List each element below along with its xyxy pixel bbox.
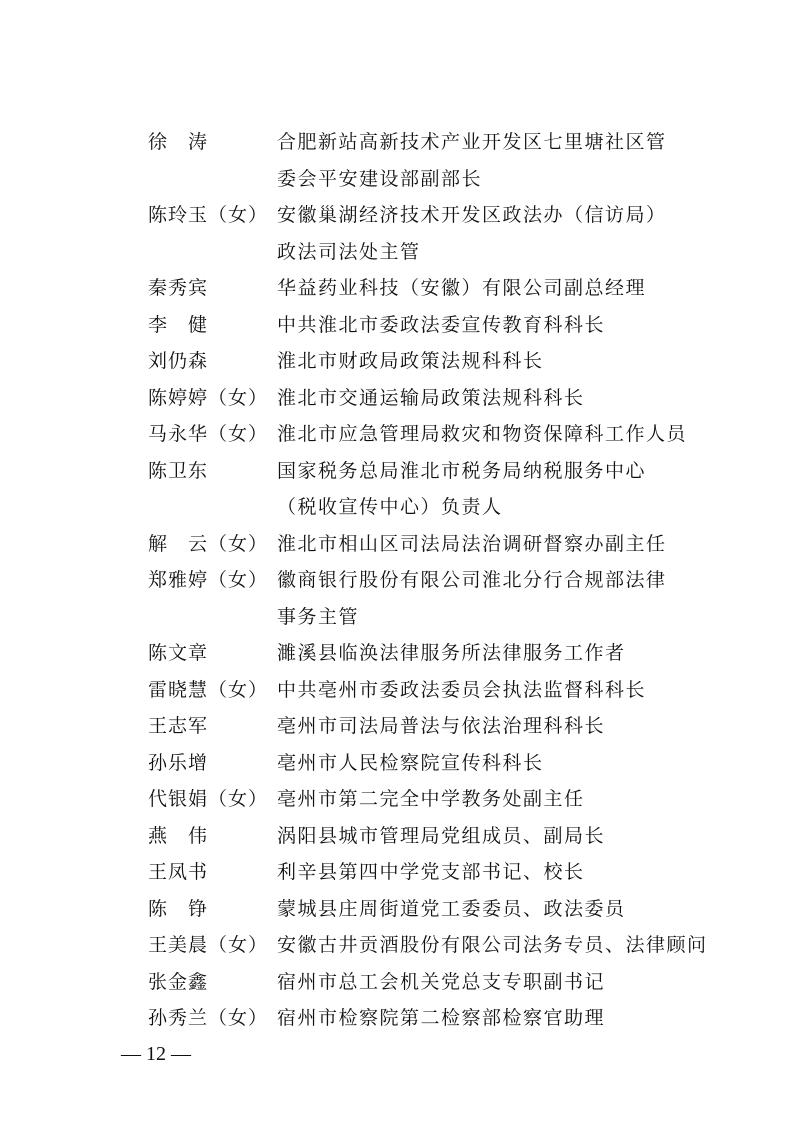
list-item <box>0 124 793 161</box>
list-item <box>0 927 793 964</box>
person-title: 事务主管 <box>277 605 360 628</box>
person-title: 亳州市第二完全中学教务处副主任 <box>277 788 585 810</box>
person-title: 淮北市财政局政策法规科科长 <box>277 350 544 372</box>
list-item <box>0 891 793 928</box>
list-item <box>0 1000 793 1037</box>
list-item <box>0 672 793 709</box>
person-title: 淮北市应急管理局救灾和物资保障科工作人员 <box>277 423 688 445</box>
person-name: 王凤书 <box>148 861 209 883</box>
person-title: 国家税务总局淮北市税务局纳税服务中心 <box>277 459 647 482</box>
person-title: （税收宣传中心）负责人 <box>277 496 503 518</box>
person-name: 李 健 <box>148 313 209 336</box>
list-item <box>0 489 793 526</box>
person-title: 中共亳州市委政法委员会执法监督科科长 <box>277 678 647 701</box>
person-name: 代银娟（女） <box>148 788 269 810</box>
person-name: 陈 铮 <box>148 897 209 920</box>
person-name: 王美晨（女） <box>148 934 269 956</box>
person-title: 安徽巢湖经济技术开发区政法办（信访局） <box>277 204 667 226</box>
list-item <box>0 854 793 891</box>
person-name: 燕 伟 <box>148 824 209 847</box>
page-number: — 12 — <box>121 1043 191 1065</box>
person-name: 陈文章 <box>148 642 209 664</box>
person-title: 委会平安建设部副部长 <box>277 167 483 190</box>
person-title: 安徽古井贡酒股份有限公司法务专员、法律顾问 <box>277 934 708 956</box>
person-title: 政法司法处主管 <box>277 240 421 263</box>
person-title: 中共淮北市委政法委宣传教育科科长 <box>277 313 606 336</box>
list-item <box>0 453 793 490</box>
list-item <box>0 380 793 417</box>
person-name: 徐 涛 <box>148 131 209 153</box>
person-title: 亳州市人民检察院宣传科科长 <box>277 751 544 774</box>
list-item <box>0 161 793 198</box>
list-item <box>0 964 793 1001</box>
list-item <box>0 197 793 234</box>
person-title: 宿州市总工会机关党总支专职副书记 <box>277 970 606 993</box>
person-name: 张金鑫 <box>148 970 209 993</box>
person-title: 蒙城县庄周街道党工委委员、政法委员 <box>277 897 626 920</box>
person-name: 陈玲玉（女） <box>148 204 269 226</box>
person-title: 利辛县第四中学党支部书记、校长 <box>277 861 585 883</box>
person-title: 合肥新站高新技术产业开发区七里塘社区管 <box>277 131 667 153</box>
person-title: 淮北市相山区司法局法治调研督察办副主任 <box>277 532 667 555</box>
list-item <box>0 599 793 636</box>
person-name: 雷晓慧（女） <box>148 678 269 701</box>
person-name: 刘仍森 <box>148 350 209 372</box>
person-name: 解 云（女） <box>148 532 269 555</box>
person-title: 徽商银行股份有限公司淮北分行合规部法律 <box>277 569 667 591</box>
list-item <box>0 234 793 271</box>
person-title: 淮北市交通运输局政策法规科科长 <box>277 386 585 409</box>
list-item <box>0 708 793 745</box>
list-item <box>0 818 793 855</box>
list-item <box>0 307 793 344</box>
person-name: 陈卫东 <box>148 459 209 482</box>
person-title: 亳州市司法局普法与依法治理科科长 <box>277 715 606 737</box>
person-name: 郑雅婷（女） <box>148 569 269 591</box>
list-item <box>0 562 793 599</box>
person-title: 华益药业科技（安徽）有限公司副总经理 <box>277 277 647 299</box>
list-item <box>0 416 793 453</box>
person-title: 涡阳县城市管理局党组成员、副局长 <box>277 824 606 847</box>
list-item <box>0 781 793 818</box>
person-name: 秦秀宾 <box>148 277 209 299</box>
person-name: 王志军 <box>148 715 209 737</box>
person-title: 宿州市检察院第二检察部检察官助理 <box>277 1007 606 1029</box>
list-item <box>0 270 793 307</box>
person-name: 孙秀兰（女） <box>148 1007 269 1029</box>
person-name: 陈婷婷（女） <box>148 386 269 409</box>
list-item <box>0 343 793 380</box>
list-item <box>0 635 793 672</box>
person-name: 马永华（女） <box>148 423 269 445</box>
list-item <box>0 745 793 782</box>
list-item <box>0 526 793 563</box>
person-title: 濉溪县临涣法律服务所法律服务工作者 <box>277 642 626 664</box>
person-name: 孙乐增 <box>148 751 209 774</box>
honoree-list <box>0 124 793 1037</box>
